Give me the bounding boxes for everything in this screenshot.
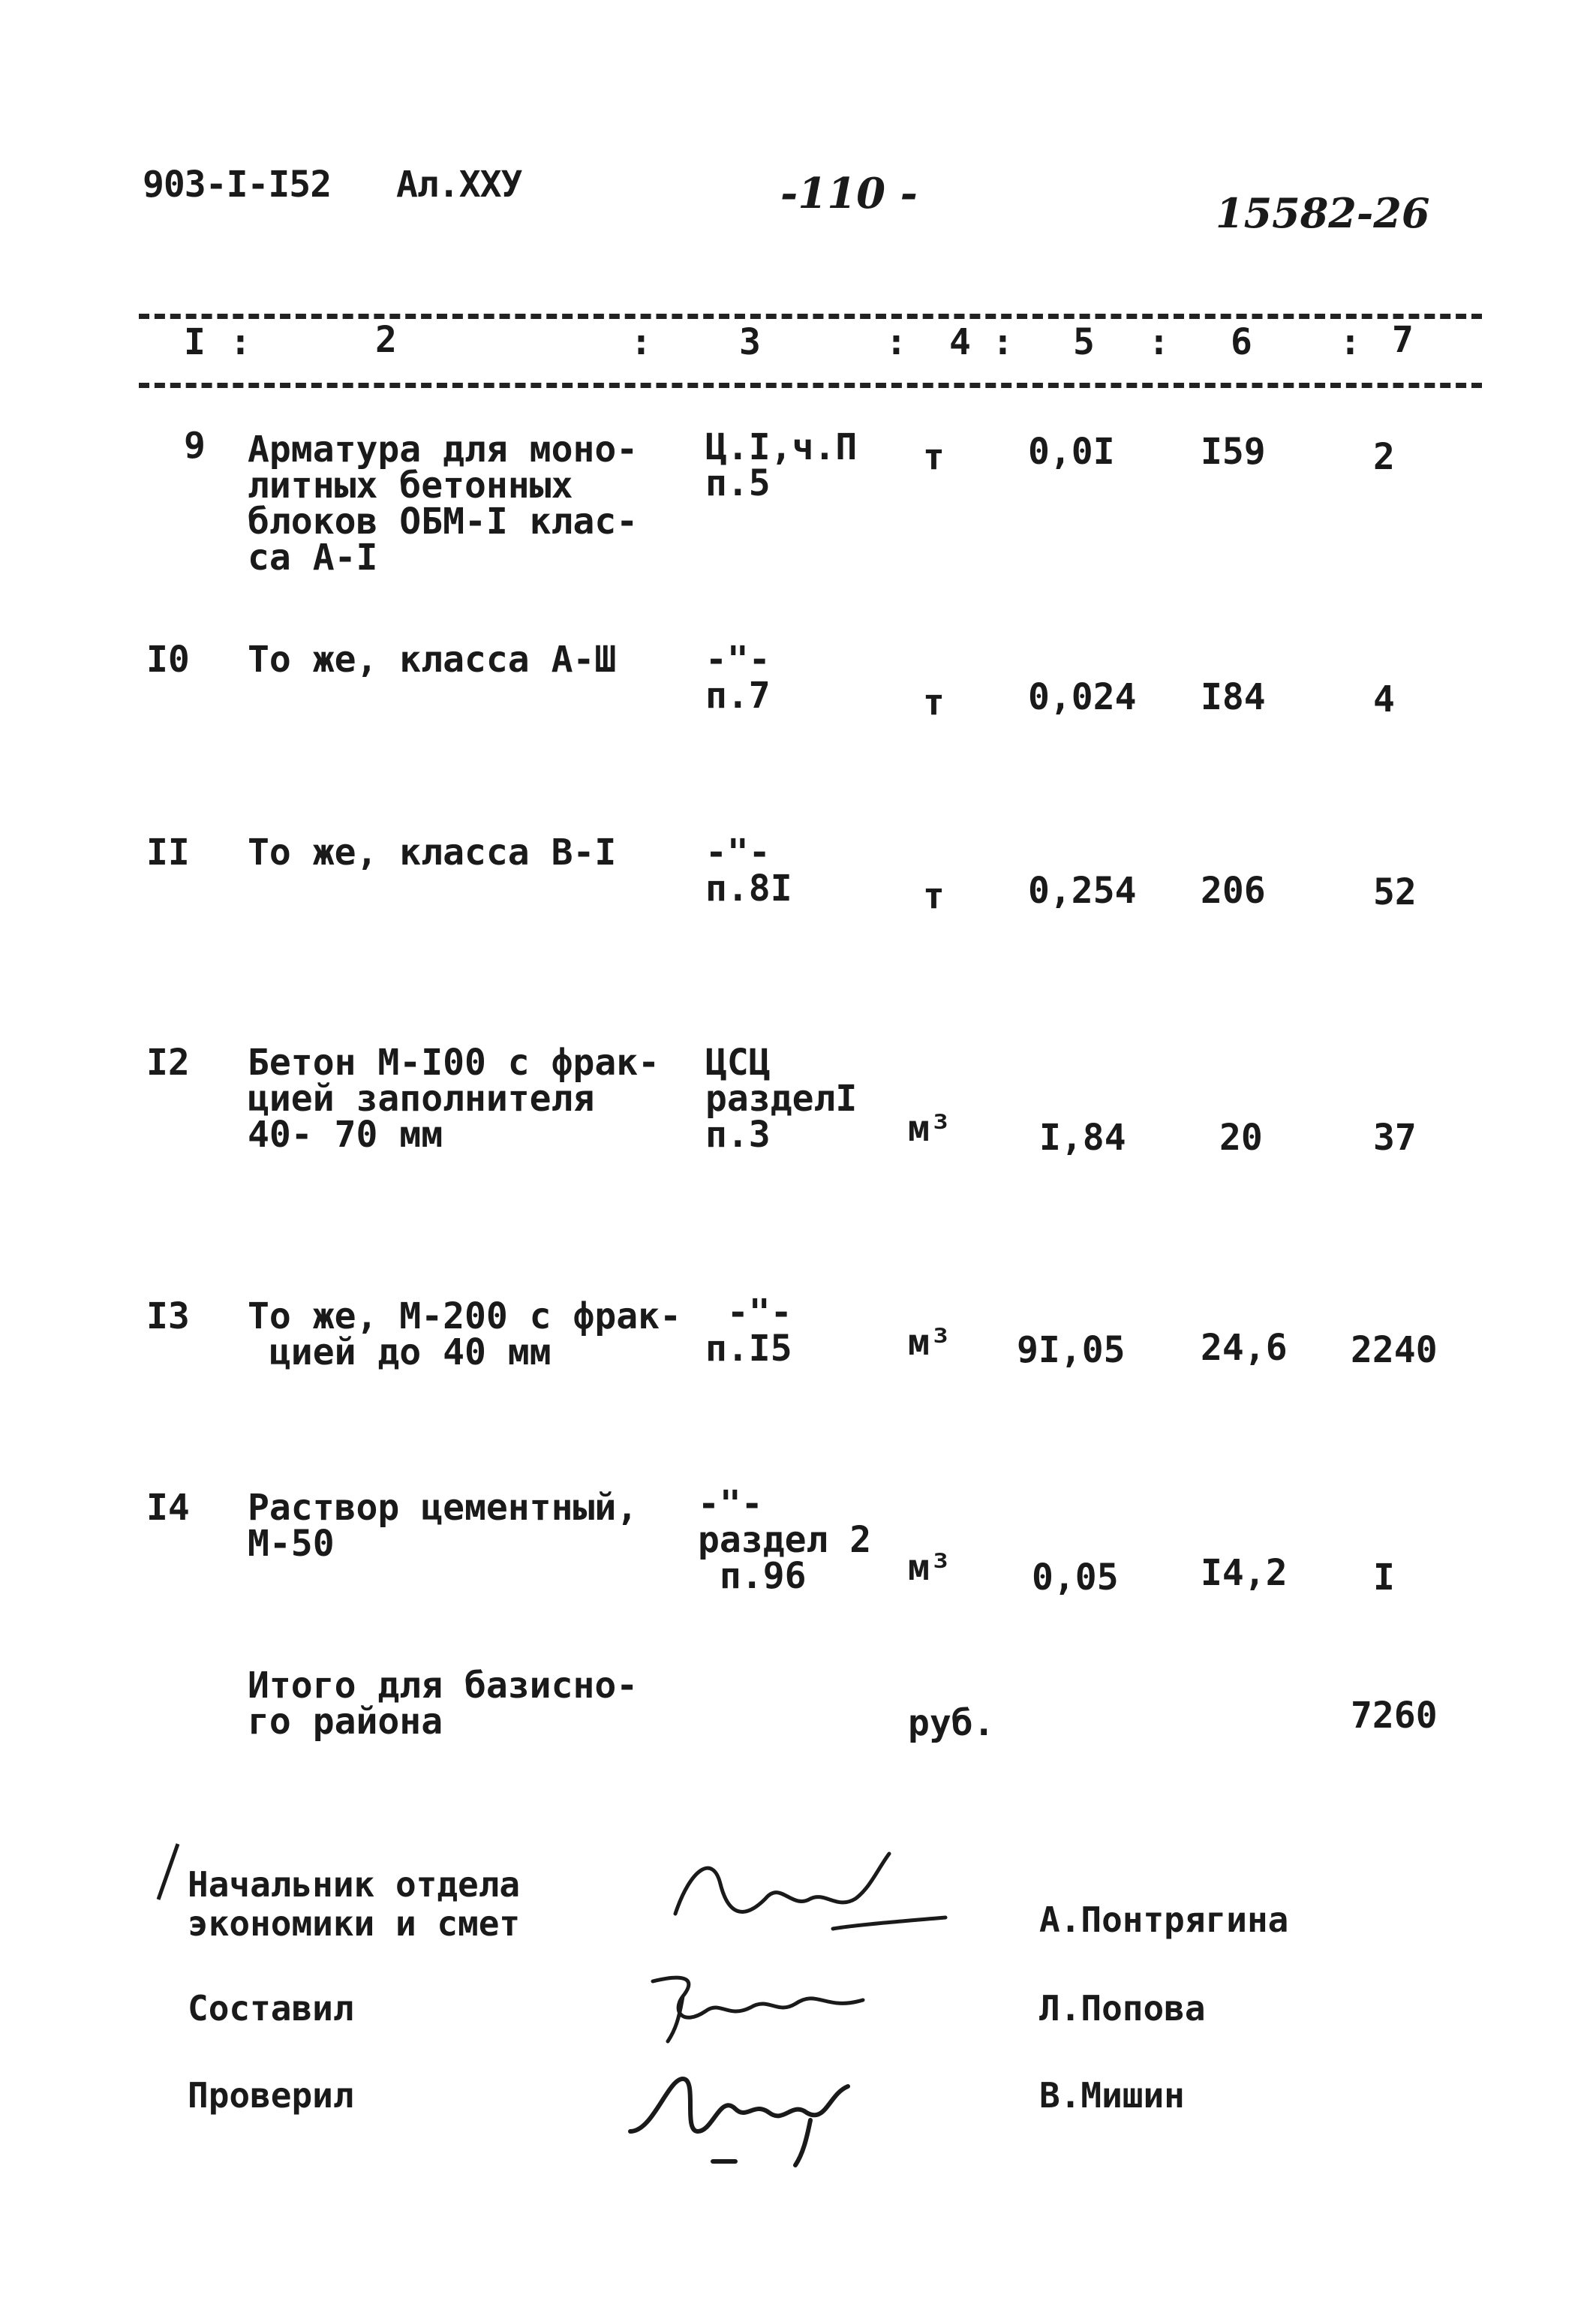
quantity: 0,254 xyxy=(1028,870,1137,912)
unit: т xyxy=(923,875,945,917)
column-separator: : xyxy=(630,321,652,363)
unit-price: 24,6 xyxy=(1201,1327,1288,1369)
total-label: Итого для базисно- го района xyxy=(248,1665,639,1743)
signatory-name: В.Мишин xyxy=(1039,2075,1185,2116)
total-cost: 37 xyxy=(1373,1117,1417,1159)
item-description: Раствор цементный, М-50 xyxy=(248,1487,639,1565)
price-reference: ЦСЦ разделI п.3 xyxy=(705,1042,858,1156)
unit: м³ xyxy=(908,1322,951,1364)
handwritten-signature xyxy=(638,1959,885,2049)
unit-price: I59 xyxy=(1201,431,1266,473)
column-separator: : xyxy=(1148,321,1170,363)
unit-price: I4,2 xyxy=(1201,1552,1288,1594)
price-reference: Ц.I,ч.П п.5 xyxy=(705,426,858,504)
row-number: I4 xyxy=(146,1487,190,1529)
row-number: I3 xyxy=(146,1295,190,1337)
price-reference: -"- раздел 2 п.96 xyxy=(698,1483,872,1597)
unit: м³ xyxy=(908,1108,951,1150)
quantity: I,84 xyxy=(1039,1117,1126,1159)
price-reference: -"- п.7 xyxy=(705,639,771,717)
column-header-7: 7 xyxy=(1392,319,1414,361)
unit-price: 20 xyxy=(1219,1117,1263,1159)
row-number: I2 xyxy=(146,1042,190,1084)
item-description: Бетон М-I00 с фрак- цией заполнителя 40- 70 мм xyxy=(248,1042,660,1156)
column-separator: : xyxy=(1339,321,1361,363)
unit: т xyxy=(923,681,945,723)
column-header-5: 5 xyxy=(1073,321,1095,363)
quantity: 0,024 xyxy=(1028,676,1137,718)
total-value: 7260 xyxy=(1351,1695,1438,1737)
handwritten-signature xyxy=(623,2049,878,2169)
column-header-4: 4 xyxy=(949,321,971,363)
unit-price: 206 xyxy=(1201,870,1266,912)
header-top-rule xyxy=(139,314,1482,319)
unit-price: I84 xyxy=(1201,676,1266,718)
quantity: 9I,05 xyxy=(1017,1329,1126,1371)
total-cost: 52 xyxy=(1373,871,1417,913)
total-cost: I xyxy=(1373,1557,1395,1599)
quantity: 0,05 xyxy=(1032,1557,1119,1599)
total-cost: 2240 xyxy=(1351,1329,1438,1371)
total-cost: 4 xyxy=(1373,678,1395,720)
signatory-role: Составил xyxy=(188,1988,354,2029)
column-header-1: I xyxy=(184,321,206,363)
album-number: Ал.XXУ xyxy=(396,164,522,206)
signatory-role: Начальник отдела экономики и смет xyxy=(188,1864,521,1944)
signatory-role: Проверил xyxy=(188,2075,354,2116)
total-unit: руб. xyxy=(908,1702,995,1744)
signatory-name: А.Понтрягина xyxy=(1039,1899,1289,1940)
price-reference: -"- п.I5 xyxy=(705,1292,792,1370)
item-description: То же, класса А-Ш xyxy=(248,639,617,681)
column-separator: : xyxy=(885,321,907,363)
column-header-6: 6 xyxy=(1231,321,1252,363)
item-description: Арматура для моно- литных бетонных блоков ОБМ-I клас- са А-I xyxy=(248,429,639,579)
row-number: 9 xyxy=(184,425,206,467)
column-separator: : xyxy=(230,321,251,363)
row-number: II xyxy=(146,832,190,874)
header-bottom-rule xyxy=(139,383,1482,388)
unit: м³ xyxy=(908,1547,951,1589)
item-description: То же, М-200 с фрак- цией до 40 мм xyxy=(248,1295,681,1373)
registry-number: 15582-26 xyxy=(1216,189,1430,237)
signatory-name: Л.Попова xyxy=(1039,1988,1206,2029)
page-number: -110 - xyxy=(780,169,918,218)
item-description: То же, класса В-I xyxy=(248,832,617,874)
price-reference: -"- п.8I xyxy=(705,832,792,910)
column-header-3: 3 xyxy=(739,321,761,363)
total-cost: 2 xyxy=(1373,436,1395,478)
row-number: I0 xyxy=(146,639,190,681)
column-separator: : xyxy=(992,321,1014,363)
document-code: 903-I-I52 xyxy=(143,164,332,206)
unit: т xyxy=(923,436,945,478)
quantity: 0,0I xyxy=(1028,431,1115,473)
slash-mark xyxy=(154,1842,184,1902)
column-header-2: 2 xyxy=(375,319,397,361)
handwritten-signature xyxy=(660,1839,960,1944)
